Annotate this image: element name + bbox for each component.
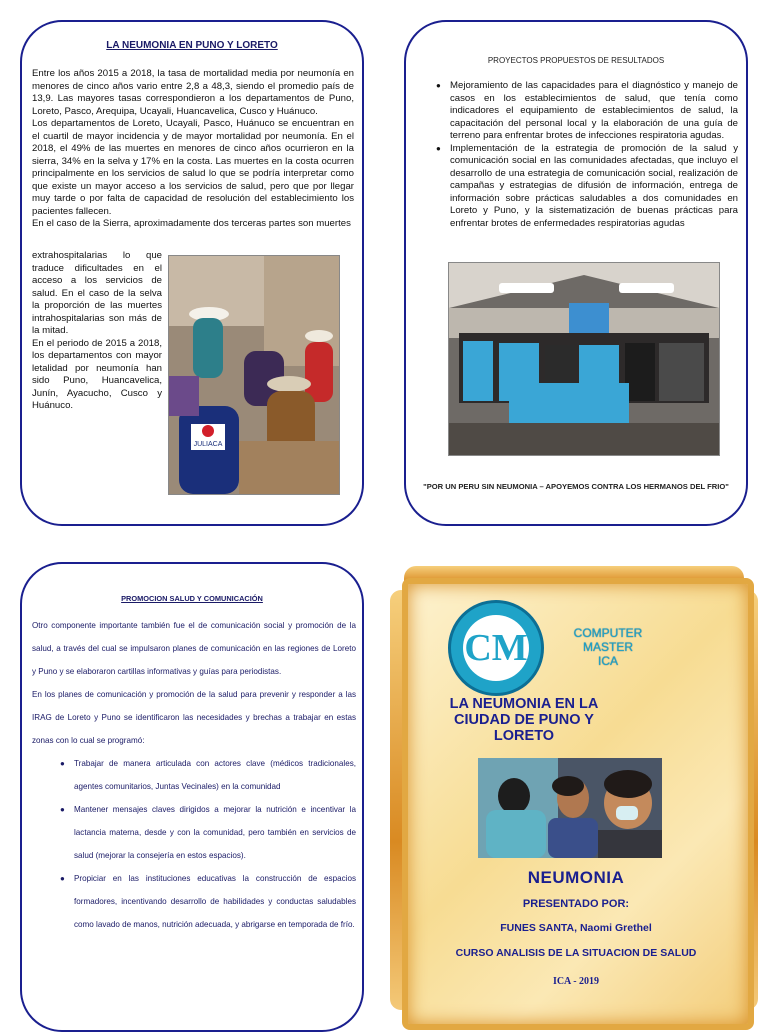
children-image: [478, 758, 662, 858]
panel2-bullets: [434, 80, 738, 230]
panel3-bullet: ● Mantener mensajes claves dirigidos a mejorar la nutrición e incentivar la lactancia materna, desde y con la comunidad, pero también en servicios de salud (mejorar la consejería en estos espacios).: [74, 798, 356, 867]
panel1-title: LA NEUMONIA EN PUNO Y LORETO: [106, 40, 278, 51]
cm-logo-letters: CM: [463, 615, 529, 681]
institute-line1: COMPUTER MASTER: [573, 626, 643, 654]
group-photo: [448, 262, 720, 456]
cover-title-line1: LA NEUMONIA EN LA: [449, 696, 599, 712]
children-nebulizer-photo: [478, 758, 662, 858]
panel1-para3b: extrahospitalarias lo que traduce dificultades en el acceso a los servicios de salud. En el caso de la selva la proporción de las muertes intrahospitalarias son más de la mitad.: [32, 250, 162, 336]
health-workers-photo: [168, 255, 340, 495]
group-image: [449, 263, 719, 455]
author-name: FUNES SANTA, Naomi Grethel: [500, 922, 652, 934]
panel1-para3: En el caso de la Sierra, aproximadamente dos terceras partes son muertes: [32, 218, 351, 229]
panel2-title: PROYECTOS PROPUESTOS DE RESULTADOS: [487, 56, 665, 65]
panel1-para2: Los departamentos de Loreto, Ucayali, Pasco, Huánuco se encuentran en el cuartil de mayor incidencia y de mayor mortalidad por neumonía. En el 2018, el 49% de las muertes en menores de cinco años ocurrieron en la sierra, 34% en la selva y 17% en la costa. Las muertes en la costa ocurren principalmente en los servicios de salud lo que se podría interpretar como que existe un mayor acceso a los servicios de salud, pero que por llegar muy tarde o por falta de capacidad de resolución del establecimiento los pacientes fallecen.: [32, 118, 354, 217]
panel-promocion: [20, 562, 364, 1032]
panel-proyectos: [404, 20, 748, 526]
cover-panel: [384, 560, 768, 1024]
panel1-text-top: [32, 68, 354, 231]
health-workers-image: [169, 256, 339, 494]
course-name: CURSO ANALISIS DE LA SITUACION DE SALUD: [455, 947, 697, 959]
panel2-bullet: ● Implementación de la estrategia de promoción de la salud y comunicación social en las comunidades afectadas, que incluyo el desarrollo de una estrategia de comunicación social, realización de campañas y estrategias de difusión de información, entrega de información sobre prácticas saludables a dos comunidades en Loreto y Puno, y la sistematización de buenas prácticas para enfrentar brotes de enfermedades respiratorias agudas: [450, 143, 738, 231]
panel3-bullet: ● Propiciar en las instituciones educativas la construcción de espacios formadores, incentivando desarrollo de habilidades y conductas saludables como lavado de manos, nutrición adecuada, y abrigarse en temporada de frío.: [74, 867, 356, 936]
panel3-bullet: ● Trabajar de manera articulada con actores clave (médicos tradicionales, agentes comunitarios, Juntas Vecinales) en la comunidad: [74, 752, 356, 798]
panel1-para4: En el periodo de 2015 a 2018, los departamentos con mayor letalidad por neumonía han sido Puno, Huancavelica, Junín, Ayacucho, Cusco y Huánuco.: [32, 337, 162, 411]
panel2-bullet: ● Mejoramiento de las capacidades para el diagnóstico y manejo de casos en los establecimientos de salud, que tenía como indicadores el equipamiento de establecimientos de salud, la capacitación del personal local y la elaboración de una guía de terreno para enfrentar brotes de infecciones respiratoria agudas.: [450, 80, 738, 143]
panel-neumonia-puno-loreto: [20, 20, 364, 526]
panel2-slogan: "POR UN PERU SIN NEUMONIA – APOYEMOS CONTRA LOS HERMANOS DEL FRIO": [423, 482, 729, 491]
panel3-para1: Otro componente importante también fue el de comunicación social y promoción de la salud, a través del cual se impulsaron planes de comunicación en las regiones de Loreto y Puno y se elaboraron cartillas informativas y guías para periodistas.: [32, 621, 356, 676]
panel3-body: [32, 614, 356, 936]
cover-title-line3: LORETO: [493, 728, 555, 744]
panel1-para1: Entre los años 2015 a 2018, la tasa de mortalidad media por neumonía en menores de cinco años vario entre 2,8 a 48,3, siendo el promedio país de 13,9. Las mayores tasas correspondieron a los departamentos de Puno, Loreto, Pasco, Arequipa, Ucayali, Huancavelica, Cusco y Huánuco.: [32, 68, 354, 117]
panel3-para2: En los planes de comunicación y promoción de la salud para prevenir y responder a las IRAG de Loreto y Puno se identificaron las necesidades y brechas a trabajar en estas zonas con lo cual se programó:: [32, 690, 356, 745]
place-year: ICA - 2019: [552, 976, 600, 987]
institute-line2: ICA: [597, 654, 618, 668]
photo-label: JULIACA: [193, 441, 223, 448]
cover-heading: NEUMONIA: [527, 868, 625, 887]
presented-by: PRESENTADO POR:: [522, 898, 630, 910]
panel1-text-left: [32, 250, 162, 413]
cm-logo: [448, 600, 544, 696]
cover-title-line2: CIUDAD DE PUNO Y: [454, 712, 594, 728]
panel3-title: PROMOCION SALUD Y COMUNICACIÓN: [121, 594, 263, 603]
cover-title: [424, 696, 624, 744]
institute-name: [548, 626, 668, 668]
